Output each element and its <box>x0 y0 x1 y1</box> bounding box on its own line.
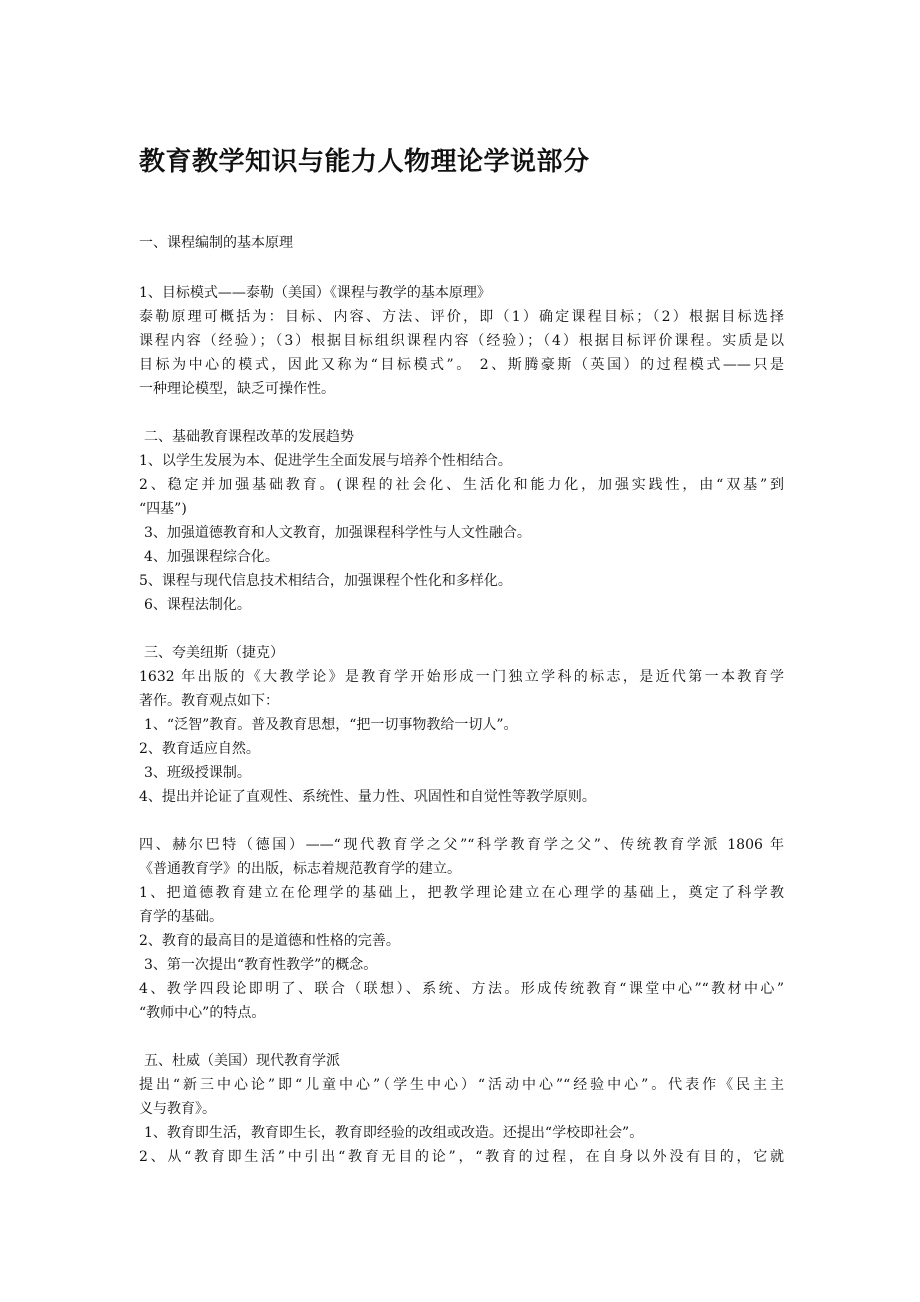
list-item: 3、班级授课制。 <box>144 765 251 781</box>
list-item: 4、提出并论证了直观性、系统性、量力性、巩固性和自觉性等教学原则。 <box>139 789 596 805</box>
list-item: 1、以学生发展为本、促进学生全面发展与培养个性相结合。 <box>139 453 512 469</box>
list-item: 2、教育的最高目的是道德和性格的完善。 <box>139 933 400 949</box>
paragraph-line: 提出“新三中心论”即“儿童中心”（学生中心）“活动中心”“经验中心”。代表作《民主主 <box>139 1077 784 1093</box>
page-title: 教育教学知识与能力人物理论学说部分 <box>139 147 590 177</box>
list-item: 4、教学四段论即明了、联合（联想）、系统、方法。形成传统教育“课堂中心”“教材中心” <box>139 981 784 997</box>
list-item: 2、从“教育即生活”中引出“教育无目的论”，“教育的过程，在自身以外没有目的，它就 <box>139 1149 784 1165</box>
paragraph-line: 义与教育》。 <box>139 1101 216 1117</box>
paragraph-line: 1、目标模式——泰勒（美国）《课程与教学的基本原理》 <box>139 285 491 301</box>
section-heading-2: 二、基础教育课程改革的发展趋势 <box>144 429 354 445</box>
list-item: 3、第一次提出“教育性教学”的概念。 <box>144 957 378 973</box>
paragraph-line: 课程内容（经验）；（3）根据目标组织课程内容（经验）；（4）根据目标评价课程。实质是以 <box>139 333 784 349</box>
list-item: 5、课程与现代信息技术相结合，加强课程个性化和多样化。 <box>139 573 512 589</box>
list-item: 2、教育适应自然。 <box>139 741 260 757</box>
list-item: 3、加强道德教育和人文教育，加强课程科学性与人文性融合。 <box>144 525 531 541</box>
section-heading-5: 五、杜威（美国）现代教育学派 <box>144 1053 340 1069</box>
list-item: 1、教育即生活，教育即生长，教育即经验的改组或改造。还提出“学校即社会”。 <box>144 1125 644 1141</box>
list-item: 2、稳定并加强基础教育。(课程的社会化、生活化和能力化，加强实践性，由“双基”到 <box>139 477 784 493</box>
list-item: 1、“泛智”教育。普及教育思想，“把一切事物教给一切人”。 <box>144 717 518 733</box>
section-heading-1: 一、课程编制的基本原理 <box>139 235 293 251</box>
paragraph-line: 《普通教育学》的出版，标志着规范教育学的建立。 <box>139 861 461 877</box>
list-item: 育学的基础。 <box>139 909 223 925</box>
section-heading-3: 三、夸美纽斯（捷克） <box>144 645 284 661</box>
list-item: 1、把道德教育建立在伦理学的基础上，把教学理论建立在心理学的基础上，奠定了科学教 <box>139 885 784 901</box>
paragraph-line: 1632 年出版的《大教学论》是教育学开始形成一门独立学科的标志，是近代第一本教育学 <box>139 669 784 685</box>
list-item: “教师中心”的特点。 <box>139 1005 266 1021</box>
paragraph-line: 一种理论模型，缺乏可操作性。 <box>139 381 335 397</box>
paragraph-line: 目标为中心的模式，因此又称为“目标模式”。 2、斯腾豪斯（英国）的过程模式——只是 <box>139 357 784 373</box>
list-item: 4、加强课程综合化。 <box>144 549 279 565</box>
paragraph-line: 泰勒原理可概括为：目标、内容、方法、评价，即（1）确定课程目标；（2）根据目标选择 <box>139 309 784 325</box>
list-item: 6、课程法制化。 <box>144 597 251 613</box>
paragraph-line: 著作。教育观点如下： <box>139 693 279 709</box>
list-item: “四基”) <box>139 501 187 517</box>
section-heading-4: 四、赫尔巴特（德国）——“现代教育学之父”“科学教育学之父”、传统教育学派 1806 年 <box>139 837 784 853</box>
